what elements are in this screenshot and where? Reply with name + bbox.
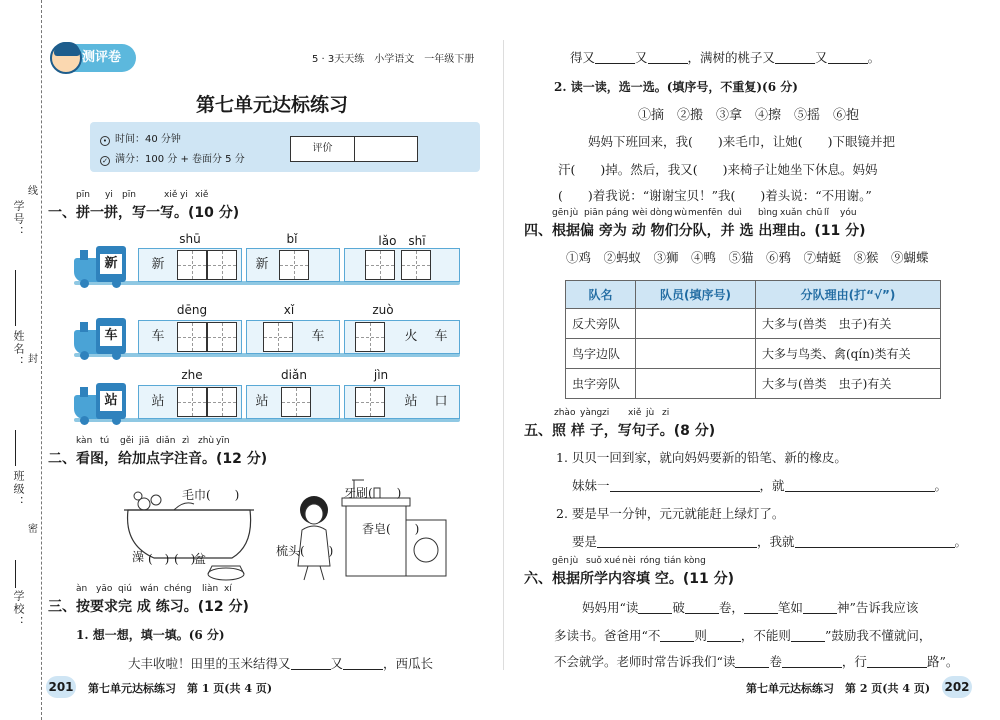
pinyin: pīn	[122, 190, 136, 200]
pinyin: diǎn	[156, 436, 176, 446]
pinyin: àn	[76, 584, 88, 594]
writing-grid[interactable]	[281, 387, 311, 417]
basin-label: 盆	[194, 552, 207, 566]
answer-blank[interactable]	[595, 51, 635, 64]
text: 卷	[769, 654, 782, 669]
given-char: 新	[255, 257, 269, 272]
writing-grid[interactable]	[177, 250, 207, 280]
given-char: 新	[151, 257, 165, 272]
text: 又	[815, 50, 828, 65]
answer-blank[interactable]	[791, 629, 825, 642]
target-pinyin: xǐ	[283, 303, 295, 317]
soap-label[interactable]: 香皂( )	[362, 522, 420, 536]
pinyin: chéng	[164, 584, 192, 594]
pinyin: piān	[584, 208, 604, 218]
page-title: 第七单元达标练习	[195, 94, 348, 116]
engine-char: 站	[100, 391, 122, 411]
seal-mark: 封	[28, 354, 38, 365]
bath-pinyin-slot[interactable]: ( )	[148, 552, 170, 566]
pinyin: chū	[806, 208, 823, 218]
target-pinyin: bǐ	[286, 232, 298, 246]
question-3-1: 1. 想一想，填一填。(6 分)	[76, 628, 225, 642]
pinyin: xué	[604, 556, 621, 566]
pinyin: men	[688, 208, 709, 218]
bath-label: 澡	[132, 550, 145, 564]
pinyin: fēn	[708, 208, 723, 218]
answer-blank[interactable]	[795, 535, 955, 548]
text: ，满树的桃子又	[687, 50, 776, 65]
text: ，不能则	[740, 628, 791, 643]
answer-blank[interactable]	[775, 51, 815, 64]
test-logo	[50, 44, 136, 72]
members-cell[interactable]	[636, 369, 756, 399]
writing-grid[interactable]	[207, 250, 237, 280]
section-6-title: 六、根据所学内容填 空。(11 分)	[524, 571, 735, 587]
train-car	[246, 248, 340, 282]
table-row	[566, 339, 941, 369]
train-car	[246, 320, 340, 354]
given-char: 车	[434, 329, 448, 344]
score-info	[100, 150, 245, 166]
towel-label[interactable]: 毛巾( )	[182, 488, 240, 502]
pinyin: yi	[105, 190, 113, 200]
name-line	[15, 270, 16, 326]
text: 又	[330, 656, 344, 671]
text: 。	[867, 50, 881, 65]
pinyin: kòng	[684, 556, 706, 566]
pinyin: yi	[180, 190, 188, 200]
train-car	[246, 385, 340, 419]
pinyin: bìng	[758, 208, 778, 218]
check-icon: ✓	[100, 156, 110, 166]
pinyin: wèi	[632, 208, 648, 218]
story-line-1[interactable]: 妈妈下班回来，我( )来毛巾，让她( )下眼镜并把	[588, 134, 896, 149]
evaluation-box	[290, 136, 418, 162]
pinyin: wán	[140, 584, 159, 594]
table-row	[566, 309, 941, 339]
given-char: 站	[404, 394, 418, 409]
target-pinyin: zhe	[181, 368, 203, 382]
train-car	[138, 385, 242, 419]
series-name: 5 · 3天天练 小学语文 一年级下册	[312, 54, 475, 65]
pinyin: liàn	[202, 584, 219, 594]
story-line-3[interactable]: ( )着我说：“谢谢宝贝！”我( )着头说：“不用谢。”	[558, 188, 872, 203]
basin-pinyin-slot[interactable]: ( )	[174, 552, 196, 566]
text: ，我就	[757, 534, 795, 549]
reason-cell[interactable]: 大多与(兽类 虫子)有关	[756, 369, 941, 399]
section-3-title: 三、按要求完 成 练习。(12 分)	[48, 599, 249, 615]
writing-grid[interactable]	[355, 322, 385, 352]
answer-blank[interactable]	[785, 479, 935, 492]
pinyin: lǐ	[824, 208, 830, 218]
text: 又	[635, 50, 648, 65]
answer-blank[interactable]	[803, 601, 837, 614]
pinyin: páng	[606, 208, 629, 218]
example-1: 1. 贝贝一回到家，就向妈妈要新的铅笔、新的橡皮。	[556, 450, 847, 465]
time-info	[100, 130, 181, 146]
answer-blank[interactable]	[638, 601, 672, 614]
score-text: 满分：100 分 + 卷面分 5 分	[115, 154, 245, 165]
answer-blank[interactable]	[648, 51, 688, 64]
binding-strip	[0, 0, 42, 720]
writing-grid[interactable]	[401, 250, 431, 280]
pinyin: zi	[602, 408, 610, 418]
page-number-right: 202	[942, 676, 972, 698]
pinyin: qiú	[118, 584, 132, 594]
answer-blank[interactable]	[597, 535, 757, 548]
engine-char: 新	[100, 254, 122, 274]
given-char: 站	[151, 394, 165, 409]
school-label: 学校：	[12, 590, 25, 629]
section-4-title: 四、根据偏 旁为 动 物们分队，并 选 出理由。(11 分)	[524, 223, 866, 239]
writing-grid[interactable]	[207, 322, 237, 352]
text: 大丰收啦！田里的玉米结得又	[128, 656, 291, 671]
train-engine	[74, 318, 126, 354]
engine-char: 车	[100, 326, 122, 346]
page-gutter	[503, 40, 504, 670]
team-name: 鸟字边队	[566, 339, 636, 369]
text: 多读书。爸爸用“不	[554, 628, 661, 643]
text: ，行	[841, 654, 867, 669]
comb-label[interactable]: 梳头( )	[276, 544, 334, 558]
text: 要是	[572, 534, 598, 549]
text: 不会就学。老师时常告诉我们“读	[554, 654, 736, 669]
school-line	[15, 560, 16, 588]
answer-blank[interactable]	[735, 655, 769, 668]
target-pinyin: jìn	[373, 368, 389, 382]
pinyin: jù	[646, 408, 655, 418]
toothbrush-label[interactable]: 牙刷( )	[344, 486, 402, 500]
col-team: 队名	[566, 281, 636, 309]
train-car	[344, 385, 460, 419]
pinyin: duì	[728, 208, 742, 218]
pinyin: yàng	[580, 408, 603, 418]
pinyin: xí	[224, 584, 232, 594]
footer-right: 第七单元达标练习 第 2 页(共 4 页)	[746, 682, 931, 695]
time-text: 时间：40 分钟	[115, 134, 181, 145]
pinyin: wù	[674, 208, 688, 218]
fill-line-s6-1	[582, 598, 918, 616]
text: 妹妹一	[572, 478, 610, 493]
info-box	[90, 122, 480, 172]
pinyin: yóu	[840, 208, 857, 218]
pinyin: jù	[570, 208, 579, 218]
answer-blank[interactable]	[610, 479, 760, 492]
text: 妈妈用“读	[582, 600, 639, 615]
pinyin: zi	[662, 408, 670, 418]
train-engine	[74, 383, 126, 419]
pinyin: gēn	[552, 556, 569, 566]
given-char: 口	[434, 394, 448, 409]
target-pinyin: zuò	[372, 303, 394, 317]
target-pinyin: dēng	[176, 303, 208, 317]
question-3-2: 2. 读一读，选一选。(填序号，不重复)(6 分)	[554, 80, 798, 94]
pinyin: dòng	[650, 208, 673, 218]
section-1-title: 一、拼一拼，写一写。(10 分)	[48, 205, 240, 221]
fill-line-peach	[570, 48, 880, 66]
right-page	[510, 0, 1000, 720]
text: ”鼓励我不懂就问，	[824, 628, 932, 643]
team-name: 虫字旁队	[566, 369, 636, 399]
logo-text: 测评卷	[82, 50, 122, 65]
given-char: 车	[151, 329, 165, 344]
members-cell[interactable]	[636, 339, 756, 369]
table-row	[566, 369, 941, 399]
col-members: 队员(填序号)	[636, 281, 756, 309]
secret-mark: 密	[28, 524, 38, 535]
pinyin: xiě	[195, 190, 209, 200]
answer-blank[interactable]	[782, 655, 842, 668]
class-line	[15, 430, 16, 466]
verb-options: ①摘 ②搬 ③拿 ④擦 ⑤摇 ⑥抱	[638, 108, 860, 123]
team-table	[565, 280, 941, 399]
pinyin: jiā	[139, 436, 150, 446]
answer-blank[interactable]	[685, 601, 719, 614]
imitate-line-2	[572, 532, 967, 550]
text: ，就	[759, 478, 785, 493]
given-char: 火	[404, 329, 418, 344]
pinyin: tú	[100, 436, 110, 446]
fill-line-corn	[128, 654, 433, 672]
writing-grid[interactable]	[279, 250, 309, 280]
pinyin: xiě	[164, 190, 178, 200]
train-engine	[74, 246, 126, 282]
pinyin: xuǎn	[780, 208, 803, 218]
text: ，西瓜长	[383, 656, 434, 671]
text: 卷，	[718, 600, 744, 615]
fill-line-s6-2	[554, 626, 931, 644]
clock-icon: •	[100, 136, 110, 146]
animal-list: ①鸡 ②蚂蚁 ③狮 ④鸭 ⑤猫 ⑥鸦 ⑦蜻蜓 ⑧猴 ⑨蝴蝶	[566, 250, 929, 265]
text: 。	[934, 478, 948, 493]
answer-blank[interactable]	[744, 601, 778, 614]
left-page	[42, 0, 502, 720]
train-car	[344, 320, 460, 354]
name-label: 姓名：	[12, 330, 25, 369]
writing-grid[interactable]	[207, 387, 237, 417]
class-label: 班级：	[12, 470, 25, 509]
pinyin: róng	[640, 556, 661, 566]
imitate-line-1	[572, 476, 947, 494]
answer-blank[interactable]	[660, 629, 694, 642]
pinyin: nèi	[622, 556, 636, 566]
members-cell[interactable]	[636, 309, 756, 339]
pinyin: xiě	[628, 408, 642, 418]
text: 则	[694, 628, 707, 643]
section-5-title: 五、照 样 子，写句子。(8 分)	[524, 423, 716, 439]
team-name: 反犬旁队	[566, 309, 636, 339]
answer-blank[interactable]	[867, 655, 927, 668]
writing-grid[interactable]	[263, 322, 293, 352]
text: 得又	[570, 50, 596, 65]
footer-left: 第七单元达标练习 第 1 页(共 4 页)	[88, 682, 273, 695]
line-mark: 线	[28, 186, 38, 197]
table-header-row	[566, 281, 941, 309]
text: 。	[954, 534, 968, 549]
writing-grid[interactable]	[177, 387, 207, 417]
pinyin: yāo	[96, 584, 113, 594]
pinyin: gěi	[120, 436, 134, 446]
writing-grid[interactable]	[355, 387, 385, 417]
target-pinyin: shū	[179, 232, 201, 246]
reason-cell: 大多与鸟类、禽(qín)类有关	[756, 339, 941, 369]
given-char: 站	[255, 394, 269, 409]
pinyin: zì	[182, 436, 190, 446]
text: 破	[672, 600, 685, 615]
pinyin: jù	[570, 556, 579, 566]
evaluation-label: 评价	[291, 137, 355, 161]
story-line-2[interactable]: 汗( )掉。然后，我又( )来椅子让她坐下休息。妈妈	[558, 162, 878, 177]
fill-line-s6-3	[554, 652, 958, 670]
mascot-icon	[50, 42, 82, 74]
target-pinyin: lǎo shī	[378, 234, 426, 248]
pinyin: yīn	[216, 436, 230, 446]
given-char: 车	[311, 329, 325, 344]
pinyin: pīn	[76, 190, 90, 200]
page-number-left: 201	[46, 676, 76, 698]
text: 路”。	[926, 654, 959, 669]
pinyin: zhù	[198, 436, 215, 446]
pinyin: zhào	[554, 408, 576, 418]
answer-blank[interactable]	[707, 629, 741, 642]
train-car	[344, 248, 460, 282]
answer-blank[interactable]	[291, 657, 331, 670]
train-car	[138, 248, 242, 282]
section-2-title: 二、看图，给加点字注音。(12 分)	[48, 451, 268, 467]
text: 神”告诉我应该	[836, 600, 919, 615]
text: 笔如	[777, 600, 803, 615]
pinyin: gēn	[552, 208, 569, 218]
answer-blank[interactable]	[343, 657, 383, 670]
example-2: 2. 要是早一分钟，元元就能赶上绿灯了。	[556, 506, 785, 521]
pinyin: suǒ	[586, 556, 602, 566]
reason-cell[interactable]: 大多与(兽类 虫子)有关	[756, 309, 941, 339]
answer-blank[interactable]	[828, 51, 868, 64]
target-pinyin: diǎn	[281, 368, 307, 382]
writing-grid[interactable]	[365, 250, 395, 280]
train-car	[138, 320, 242, 354]
pinyin: kàn	[76, 436, 93, 446]
pinyin: tián	[664, 556, 682, 566]
writing-grid[interactable]	[177, 322, 207, 352]
number-label: 学号：	[12, 200, 25, 239]
col-reason: 分队理由(打“√”)	[756, 281, 941, 309]
